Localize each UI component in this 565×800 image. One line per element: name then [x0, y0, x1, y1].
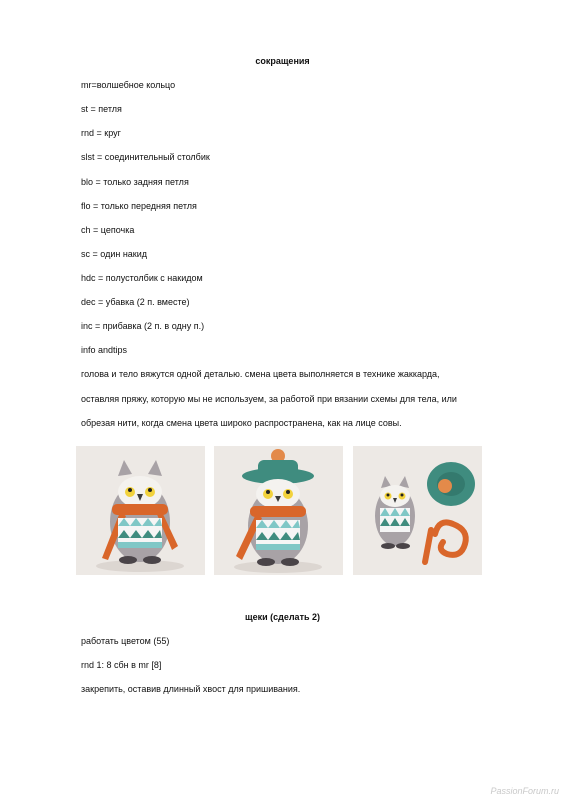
info-paragraph-line-2: оставляя пряжу, которую мы не используем, за работой при вязании схемы для тела, или [81, 394, 457, 404]
abbrev-line-rnd: rnd = круг [81, 128, 121, 138]
abbrev-line-slst: slst = соединительный столбик [81, 152, 210, 162]
info-paragraph-line-3: обрезая нити, когда смена цвета широко распространена, как на лице совы. [81, 418, 402, 428]
cheeks-line-color: работать цветом (55) [81, 636, 170, 646]
abbrev-line-flo: flo = только передняя петля [81, 201, 197, 211]
cheeks-line-rnd1: rnd 1: 8 сбн в mr [8] [81, 660, 162, 670]
abbrev-line-ch: ch = цепочка [81, 225, 135, 235]
abbrev-line-hdc: hdc = полустолбик с накидом [81, 273, 203, 283]
owl-parts-illustration [353, 446, 482, 575]
watermark-text: PassionForum.ru [490, 786, 559, 796]
abbrev-line-inc: inc = прибавка (2 п. в одну п.) [81, 321, 205, 331]
owl-with-scarf-illustration [76, 446, 205, 575]
owl-with-hat-illustration [214, 446, 343, 575]
owl-parts-photo [353, 446, 482, 575]
cheeks-line-finish: закрепить, оставив длинный хвост для пришивания. [81, 684, 301, 694]
abbrev-line-st: st = петля [81, 104, 122, 114]
abbrev-line-sc: sc = один накид [81, 249, 148, 259]
abbrev-line-mr: mr=волшебное кольцо [81, 80, 176, 90]
info-paragraph-line-1: голова и тело вяжутся одной деталью. смена цвета выполняется в технике жаккарда, [81, 369, 440, 379]
cheeks-heading: щеки (сделать 2) [244, 612, 321, 622]
abbrev-line-blo: blo = только задняя петля [81, 177, 189, 187]
owl-with-hat-photo [214, 446, 343, 575]
owl-with-scarf-photo [76, 446, 205, 575]
info-tips-label: info andtips [81, 345, 128, 355]
abbreviations-heading: сокращения [255, 56, 310, 66]
abbrev-line-dec: dec = убавка (2 п. вместе) [81, 297, 190, 307]
